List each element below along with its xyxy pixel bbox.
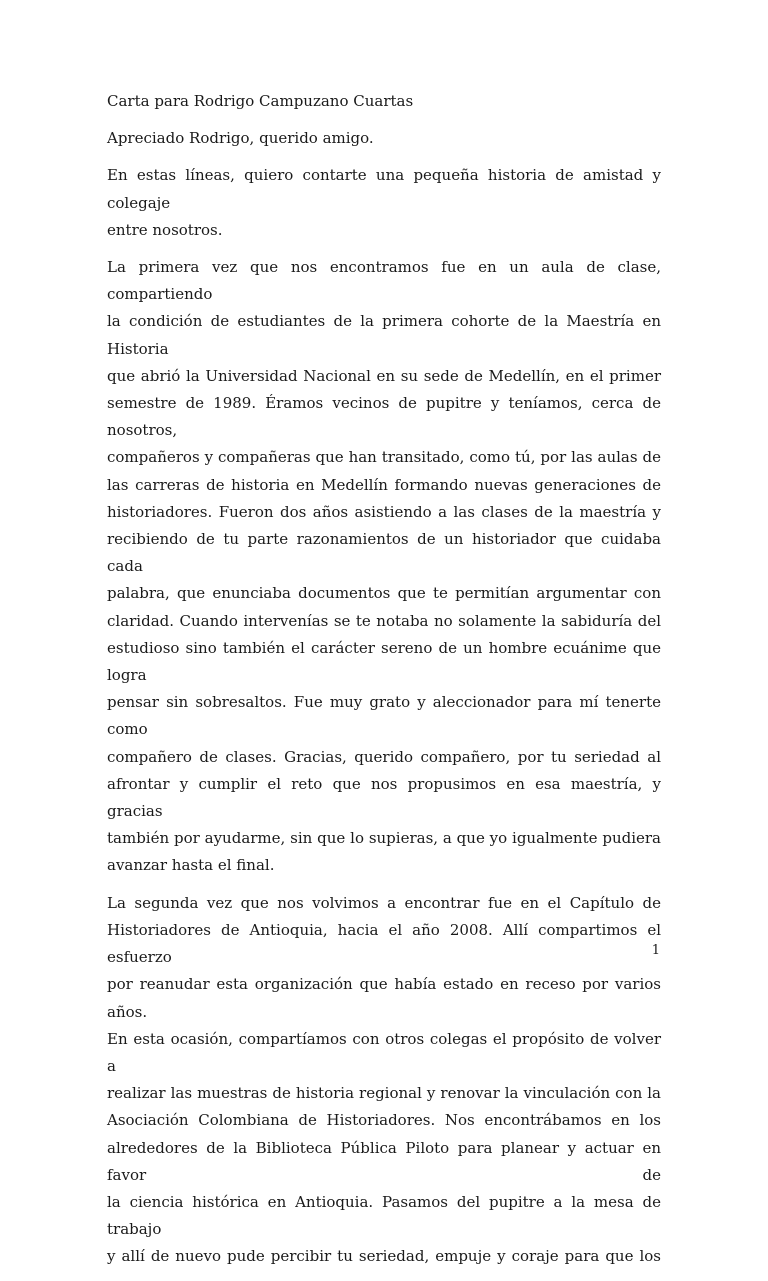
paragraph-line: pensar sin sobresaltos. Fue muy grato y aleccionador para mí tenerte como <box>107 693 661 739</box>
paragraph-2 <box>107 254 661 880</box>
paragraph-line: La primera vez que nos encontramos fue en un aula de clase, compartiendo <box>107 258 661 304</box>
paragraph-line: palabra, que enunciaba documentos que te permitían argumentar con <box>107 584 661 603</box>
paragraph-line: entre nosotros. <box>107 220 223 239</box>
document-page <box>107 88 661 1281</box>
paragraph-line: las carreras de historia en Medellín formando nuevas generaciones de <box>107 475 661 494</box>
paragraph-line: historiadores. Fueron dos años asistiendo a las clases de la maestría y <box>107 502 661 521</box>
document-title: Carta para Rodrigo Campuzano Cuartas <box>107 92 414 110</box>
page-number: 1 <box>651 943 660 958</box>
paragraph-line: también por ayudarme, sin que lo supieras, a que yo igualmente pudiera <box>107 829 661 848</box>
paragraph-line: Asociación Colombiana de Historiadores. Nos encontrábamos en los <box>107 1111 661 1130</box>
paragraph-line: compañeros y compañeras que han transitado, como tú, por las aulas de <box>107 448 661 467</box>
paragraph-line: En esta ocasión, compartíamos con otros colegas el propósito de volver a <box>107 1029 661 1075</box>
paragraph-line: avanzar hasta el final. <box>107 856 275 875</box>
paragraph-line: Historiadores de Antioquia, hacia el año 2008. Allí compartimos el esfuerzo <box>107 920 661 967</box>
paragraph-line: claridad. Cuando intervenías se te notaba no solamente la sabiduría del <box>107 611 661 630</box>
greeting: Apreciado Rodrigo, querido amigo. <box>107 129 374 148</box>
paragraph-line: que abrió la Universidad Nacional en su sede de Medellín, en el primer <box>107 366 661 385</box>
paragraph-line: estudioso sino también el carácter sereno de un hombre ecuánime que logra <box>107 638 661 685</box>
paragraph-line: En estas líneas, quiero contarte una pequeña historia de amistad y colegaje <box>107 166 661 212</box>
paragraph-line: la ciencia histórica en Antioquia. Pasamos del pupitre a la mesa de trabajo <box>107 1192 661 1239</box>
paragraph-line: La segunda vez que nos volvimos a encontrar fue en el Capítulo de <box>107 893 661 912</box>
paragraph-1 <box>107 162 661 244</box>
paragraph-line: y allí de nuevo pude percibir tu seriedad, empuje y coraje para que los <box>107 1247 661 1266</box>
paragraph-line: compañero de clases. Gracias, querido compañero, por tu seriedad al <box>107 747 661 766</box>
paragraph-line: alrededores de la Biblioteca Pública Piloto para planear y actuar en favor de <box>107 1138 661 1184</box>
paragraph-line: afrontar y cumplir el reto que nos propusimos en esa maestría, y gracias <box>107 774 661 821</box>
paragraph-line: por reanudar esta organización que había estado en receso por varios años. <box>107 975 661 1021</box>
paragraph-3 <box>107 890 661 1271</box>
paragraph-line: la condición de estudiantes de la primera cohorte de la Maestría en Historia <box>107 312 661 358</box>
paragraph-line: semestre de 1989. Éramos vecinos de pupitre y teníamos, cerca de nosotros, <box>107 394 661 440</box>
paragraph-line: realizar las muestras de historia regional y renovar la vinculación con la <box>107 1084 661 1103</box>
paragraph-line: recibiendo de tu parte razonamientos de un historiador que cuidaba cada <box>107 530 661 576</box>
